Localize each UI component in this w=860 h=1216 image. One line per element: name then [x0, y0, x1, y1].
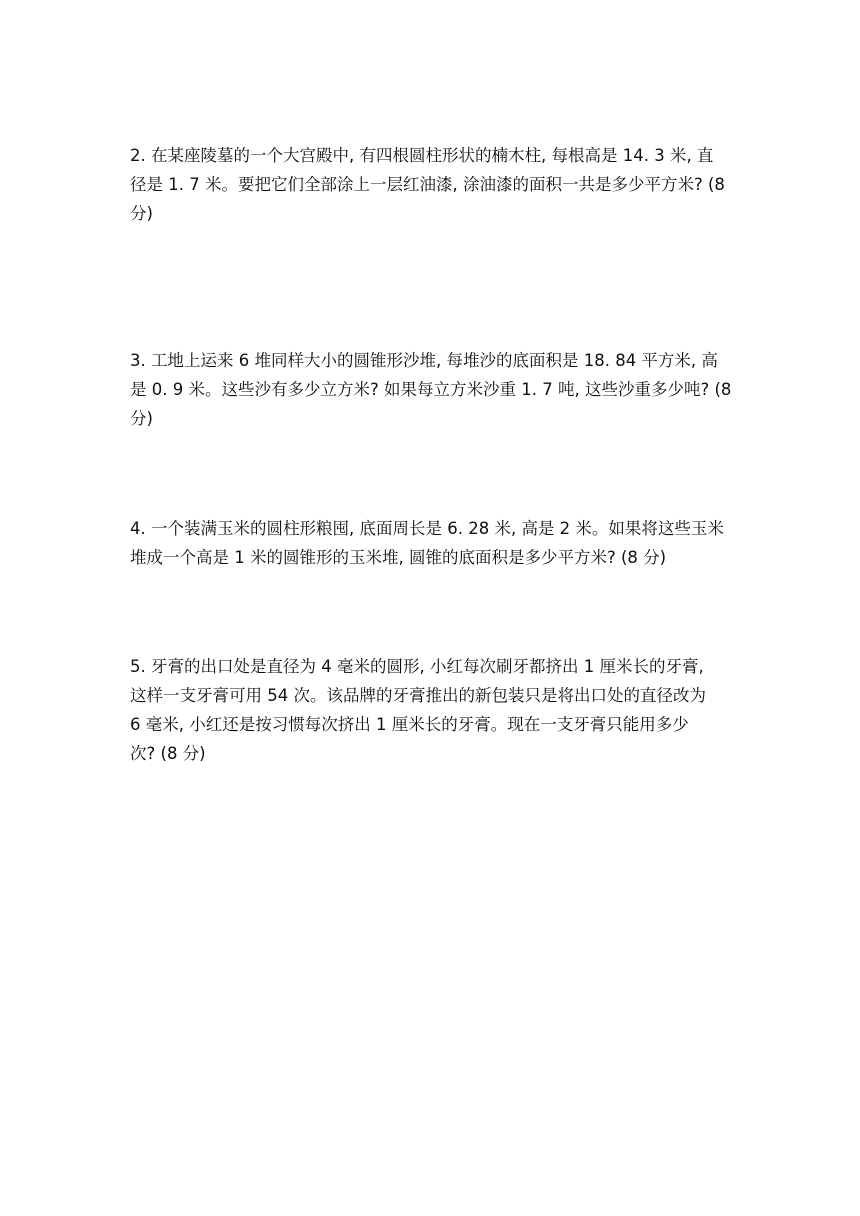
question-4-line-2: 堆成一个高是 1 米的圆锥形的玉米堆, 圆锥的底面积是多少平方米? (8 分)	[130, 548, 667, 567]
question-2-line-3: 分)	[130, 204, 153, 223]
question-3-line-3: 分)	[130, 409, 153, 428]
question-5-line-2: 这样一支牙膏可用 54 次。该品牌的牙膏推出的新包装只是将出口处的直径改为	[130, 686, 706, 705]
question-2	[130, 141, 735, 228]
question-5	[130, 652, 735, 768]
question-4	[130, 514, 735, 572]
question-5-line-3: 6 毫米, 小红还是按习惯每次挤出 1 厘米长的牙膏。现在一支牙膏只能用多少	[130, 715, 689, 734]
question-3-line-1: 3. 工地上运来 6 堆同样大小的圆锥形沙堆, 每堆沙的底面积是 18. 84 平方米, 高	[130, 351, 718, 370]
question-5-line-4: 次? (8 分)	[130, 744, 206, 763]
question-4-line-1: 4. 一个装满玉米的圆柱形粮囤, 底面周长是 6. 28 米, 高是 2 米。如果将这些玉米	[130, 519, 724, 538]
question-3	[130, 346, 735, 433]
question-5-line-1: 5. 牙膏的出口处是直径为 4 毫米的圆形, 小红每次刷牙都挤出 1 厘米长的牙膏,	[130, 657, 704, 676]
question-3-line-2: 是 0. 9 米。这些沙有多少立方米? 如果每立方米沙重 1. 7 吨, 这些沙重多少吨? (8	[130, 380, 732, 399]
question-2-line-1: 2. 在某座陵墓的一个大宫殿中, 有四根圆柱形状的楠木柱, 每根高是 14. 3 米, 直	[130, 146, 714, 165]
question-2-line-2: 径是 1. 7 米。要把它们全部涂上一层红油漆, 涂油漆的面积一共是多少平方米? (8	[130, 175, 725, 194]
